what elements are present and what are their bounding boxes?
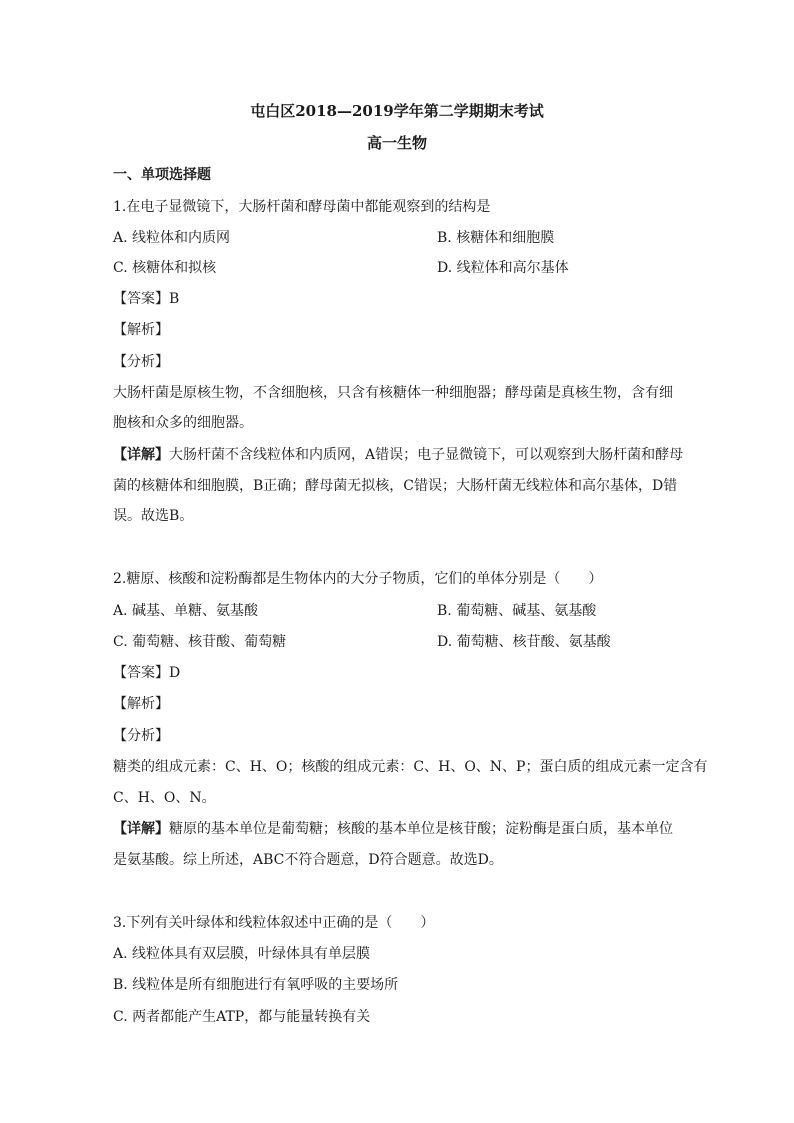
question-1-option-b: B. 核糖体和细胞膜 [437, 230, 555, 246]
question-1-jiexi-label: 【解析】 [113, 322, 169, 338]
question-1-detail-line-3: 误。故选B。 [113, 508, 194, 524]
question-1-answer: 【答案】B [113, 291, 180, 307]
question-2-detail-label: 【详解】 [113, 821, 169, 837]
question-3-option-c: C. 两者都能产生ATP，都与能量转换有关 [113, 1009, 371, 1025]
question-1-option-d: D. 线粒体和高尔基体 [437, 260, 569, 276]
question-2-fenxi-label: 【分析】 [113, 728, 169, 744]
question-3-option-a: A. 线粒体具有双层膜，叶绿体具有单层膜 [113, 946, 371, 962]
exam-title: 屯白区2018—2019学年第二学期期末考试 [250, 102, 544, 120]
question-2-analysis-line-2: C、H、O、N。 [113, 790, 216, 806]
question-1-stem: 1.在电子显微镜下，大肠杆菌和酵母菌中都能观察到的结构是 [113, 199, 491, 215]
section-title: 一、单项选择题 [113, 167, 211, 183]
question-1-option-a: A. 线粒体和内质网 [113, 230, 231, 246]
question-1-detail-text: 大肠杆菌不含线粒体和内质网，A错误；电子显微镜下，可以观察到大肠杆菌和酵母 [169, 447, 684, 463]
question-1-detail-label: 【详解】 [113, 447, 169, 463]
question-2-stem: 2.糖原、核酸和淀粉酶都是生物体内的大分子物质，它们的单体分别是（ ） [113, 571, 603, 587]
question-1-option-c: C. 核糖体和拟核 [113, 260, 217, 276]
question-3-stem: 3.下列有关叶绿体和线粒体叙述中正确的是（ ） [113, 915, 435, 931]
question-1-analysis-line-1: 大肠杆菌是原核生物，不含细胞核，只含有核糖体一种细胞器；酵母菌是真核生物，含有细 [113, 385, 673, 401]
question-1-detail-line-1 [113, 445, 683, 465]
question-2-answer: 【答案】D [113, 665, 181, 681]
question-2-detail-text: 糖原的基本单位是葡萄糖；核酸的基本单位是核苷酸；淀粉酶是蛋白质，基本单位 [169, 821, 673, 837]
question-2-detail-line-1 [113, 819, 673, 839]
question-2-option-d: D. 葡萄糖、核苷酸、氨基酸 [437, 634, 611, 650]
question-2-option-b: B. 葡萄糖、碱基、氨基酸 [437, 603, 597, 619]
question-2-detail-line-2: 是氨基酸。综上所述，ABC不符合题意，D符合题意。故选D。 [113, 852, 503, 868]
question-1-analysis-line-2: 胞核和众多的细胞器。 [113, 415, 253, 431]
question-2-jiexi-label: 【解析】 [113, 696, 169, 712]
question-2-option-a: A. 碱基、单糖、氨基酸 [113, 603, 259, 619]
exam-subject: 高一生物 [366, 134, 427, 152]
question-3-option-b: B. 线粒体是所有细胞进行有氧呼吸的主要场所 [113, 977, 399, 993]
question-2-analysis-line-1: 糖类的组成元素：C、H、O；核酸的组成元素：C、H、O、N、P；蛋白质的组成元素一定含有 [113, 759, 708, 775]
question-2-option-c: C. 葡萄糖、核苷酸、葡萄糖 [113, 634, 287, 650]
question-1-detail-line-2: 菌的核糖体和细胞膜，B正确；酵母菌无拟核，C错误；大肠杆菌无线粒体和高尔基体，D错 [113, 478, 678, 494]
question-1-fenxi-label: 【分析】 [113, 354, 169, 370]
